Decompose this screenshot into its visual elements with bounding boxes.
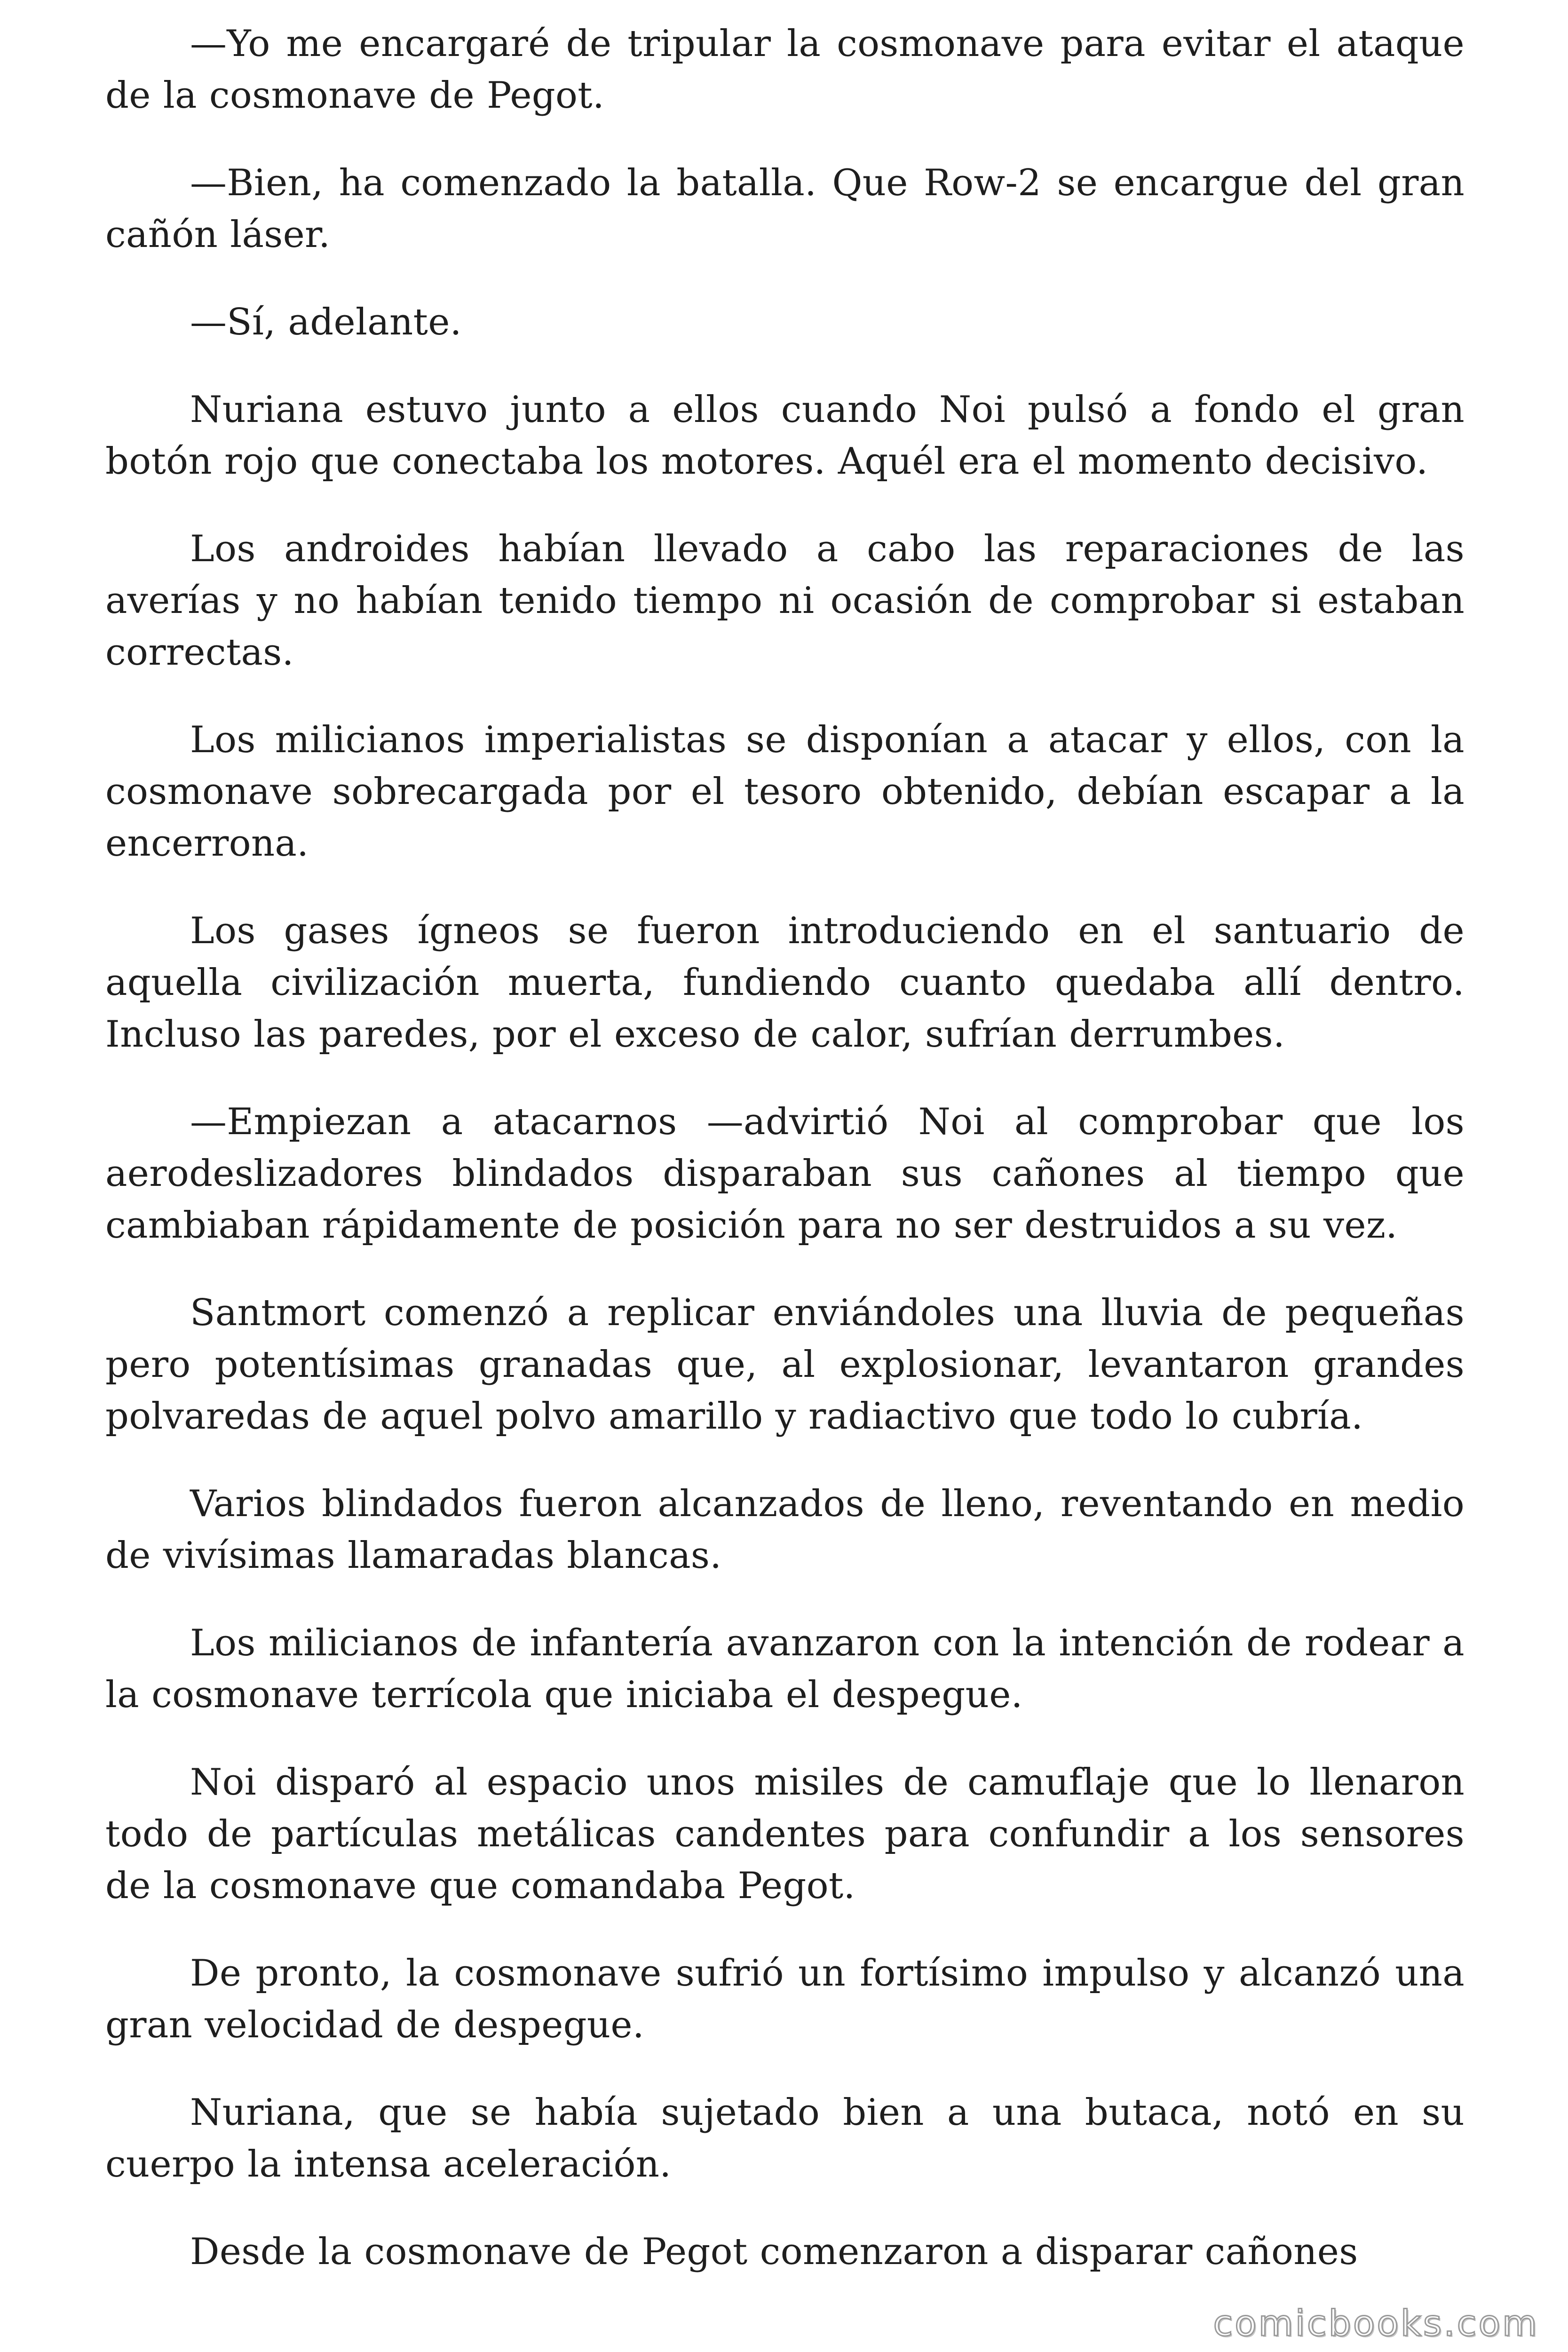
paragraph: —Empiezan a atacarnos —advirtió Noi al comprobar que los aerodeslizadores blindados disparaban sus cañones al tiempo que cambiaban rápidamente de posición para no ser destruidos a su vez. <box>105 1101 1465 1247</box>
paragraph: Los milicianos imperialistas se disponían a atacar y ellos, con la cosmonave sobrecargada por el tesoro obtenido, debían escapar a la encerrona. <box>105 719 1465 865</box>
paragraph: Desde la cosmonave de Pegot comenzaron a disparar cañones <box>190 2231 1358 2273</box>
paragraph: De pronto, la cosmonave sufrió un fortísimo impulso y alcanzó una gran velocidad de despegue. <box>105 1952 1465 2046</box>
paragraph: Los milicianos de infantería avanzaron con la intención de rodear a la cosmonave terrícola que iniciaba el despegue. <box>105 1622 1465 1716</box>
paragraph: Los gases ígneos se fueron introduciendo en el santuario de aquella civilización muerta, fundiendo cuanto quedaba allí dentro. Incluso las paredes, por el exceso de calor, sufrían derrumbes. <box>105 910 1465 1056</box>
paragraph: Varios blindados fueron alcanzados de lleno, reventando en medio de vivísimas llamaradas blancas. <box>105 1483 1465 1577</box>
watermark-logo: comicbooks.com <box>1213 2302 1539 2344</box>
paragraph: Nuriana estuvo junto a ellos cuando Noi pulsó a fondo el gran botón rojo que conectaba los motores. Aquél era el momento decisivo. <box>105 389 1465 483</box>
paragraph: Nuriana, que se había sujetado bien a una butaca, notó en su cuerpo la intensa aceleración. <box>105 2091 1465 2185</box>
paragraph: —Bien, ha comenzado la batalla. Que Row-2 se encargue del gran cañón láser. <box>105 162 1465 256</box>
paragraph: Noi disparó al espacio unos misiles de camuflaje que lo llenaron todo de partículas metálicas candentes para confundir a los sensores de la cosmonave que comandaba Pegot. <box>105 1761 1465 1907</box>
page-text-body <box>105 18 1465 2346</box>
paragraph: —Yo me encargaré de tripular la cosmonave para evitar el ataque de la cosmonave de Pegot. <box>105 23 1465 117</box>
paragraph: Los androides habían llevado a cabo las reparaciones de las averías y no habían tenido tiempo ni ocasión de comprobar si estaban correctas. <box>105 528 1465 674</box>
paragraph: —Sí, adelante. <box>190 301 462 343</box>
paragraph: Santmort comenzó a replicar enviándoles una lluvia de pequeñas pero potentísimas granadas que, al explosionar, levantaron grandes polvaredas de aquel polvo amarillo y radiactivo que todo lo cubría. <box>105 1292 1465 1438</box>
